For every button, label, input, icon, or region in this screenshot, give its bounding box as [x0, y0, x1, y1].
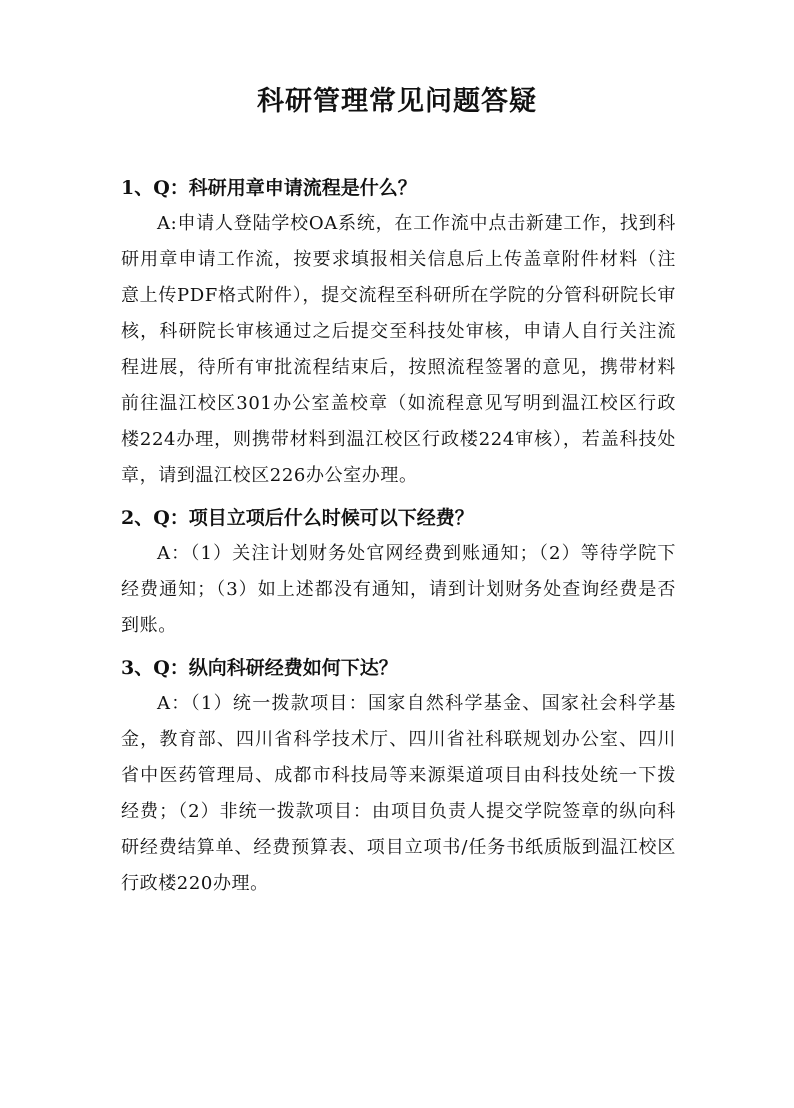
answer-2: A：（1）关注计划财务处官网经费到账通知；（2）等待学院下经费通知；（3）如上述都没有通知，请到计划财务处查询经费是否到账。	[121, 543, 676, 636]
qa-item-1	[121, 170, 676, 494]
question-1: 1、Q：科研用章申请流程是什么？	[121, 177, 417, 199]
question-2: 2、Q：项目立项后什么时候可以下经费？	[121, 507, 474, 529]
document-title: 科研管理常见问题答疑	[257, 86, 537, 117]
qa-item-2	[121, 500, 676, 644]
answer-1: A:申请人登陆学校OA系统，在工作流中点击新建工作，找到科研用章申请工作流，按要求填报相关信息后上传盖章附件材料（注意上传PDF格式附件），提交流程至科研所在学院的分管科研院长审核，科研院长审核通过之后提交至科技处审核，申请人自行关注流程进展，待所有审批流程结束后，按照流程签署的意见，携带材料前往温江校区301办公室盖校章（如流程意见写明到温江校区行政楼224办理，则携带材料到温江校区行政楼224审核），若盖科技处章，请到温江校区226办公室办理。	[121, 213, 676, 486]
question-3: 3、Q：纵向科研经费如何下达？	[121, 657, 398, 679]
qa-list	[121, 170, 676, 908]
qa-item-3	[121, 650, 676, 902]
answer-3: A：（1）统一拨款项目：国家自然科学基金、国家社会科学基金，教育部、四川省科学技术厅、四川省社科联规划办公室、四川省中医药管理局、成都市科技局等来源渠道项目由科技处统一下拨经费；（2）非统一拨款项目：由项目负责人提交学院签章的纵向科研经费结算单、经费预算表、项目立项书/任务书纸质版到温江校区行政楼220办理。	[121, 693, 676, 894]
